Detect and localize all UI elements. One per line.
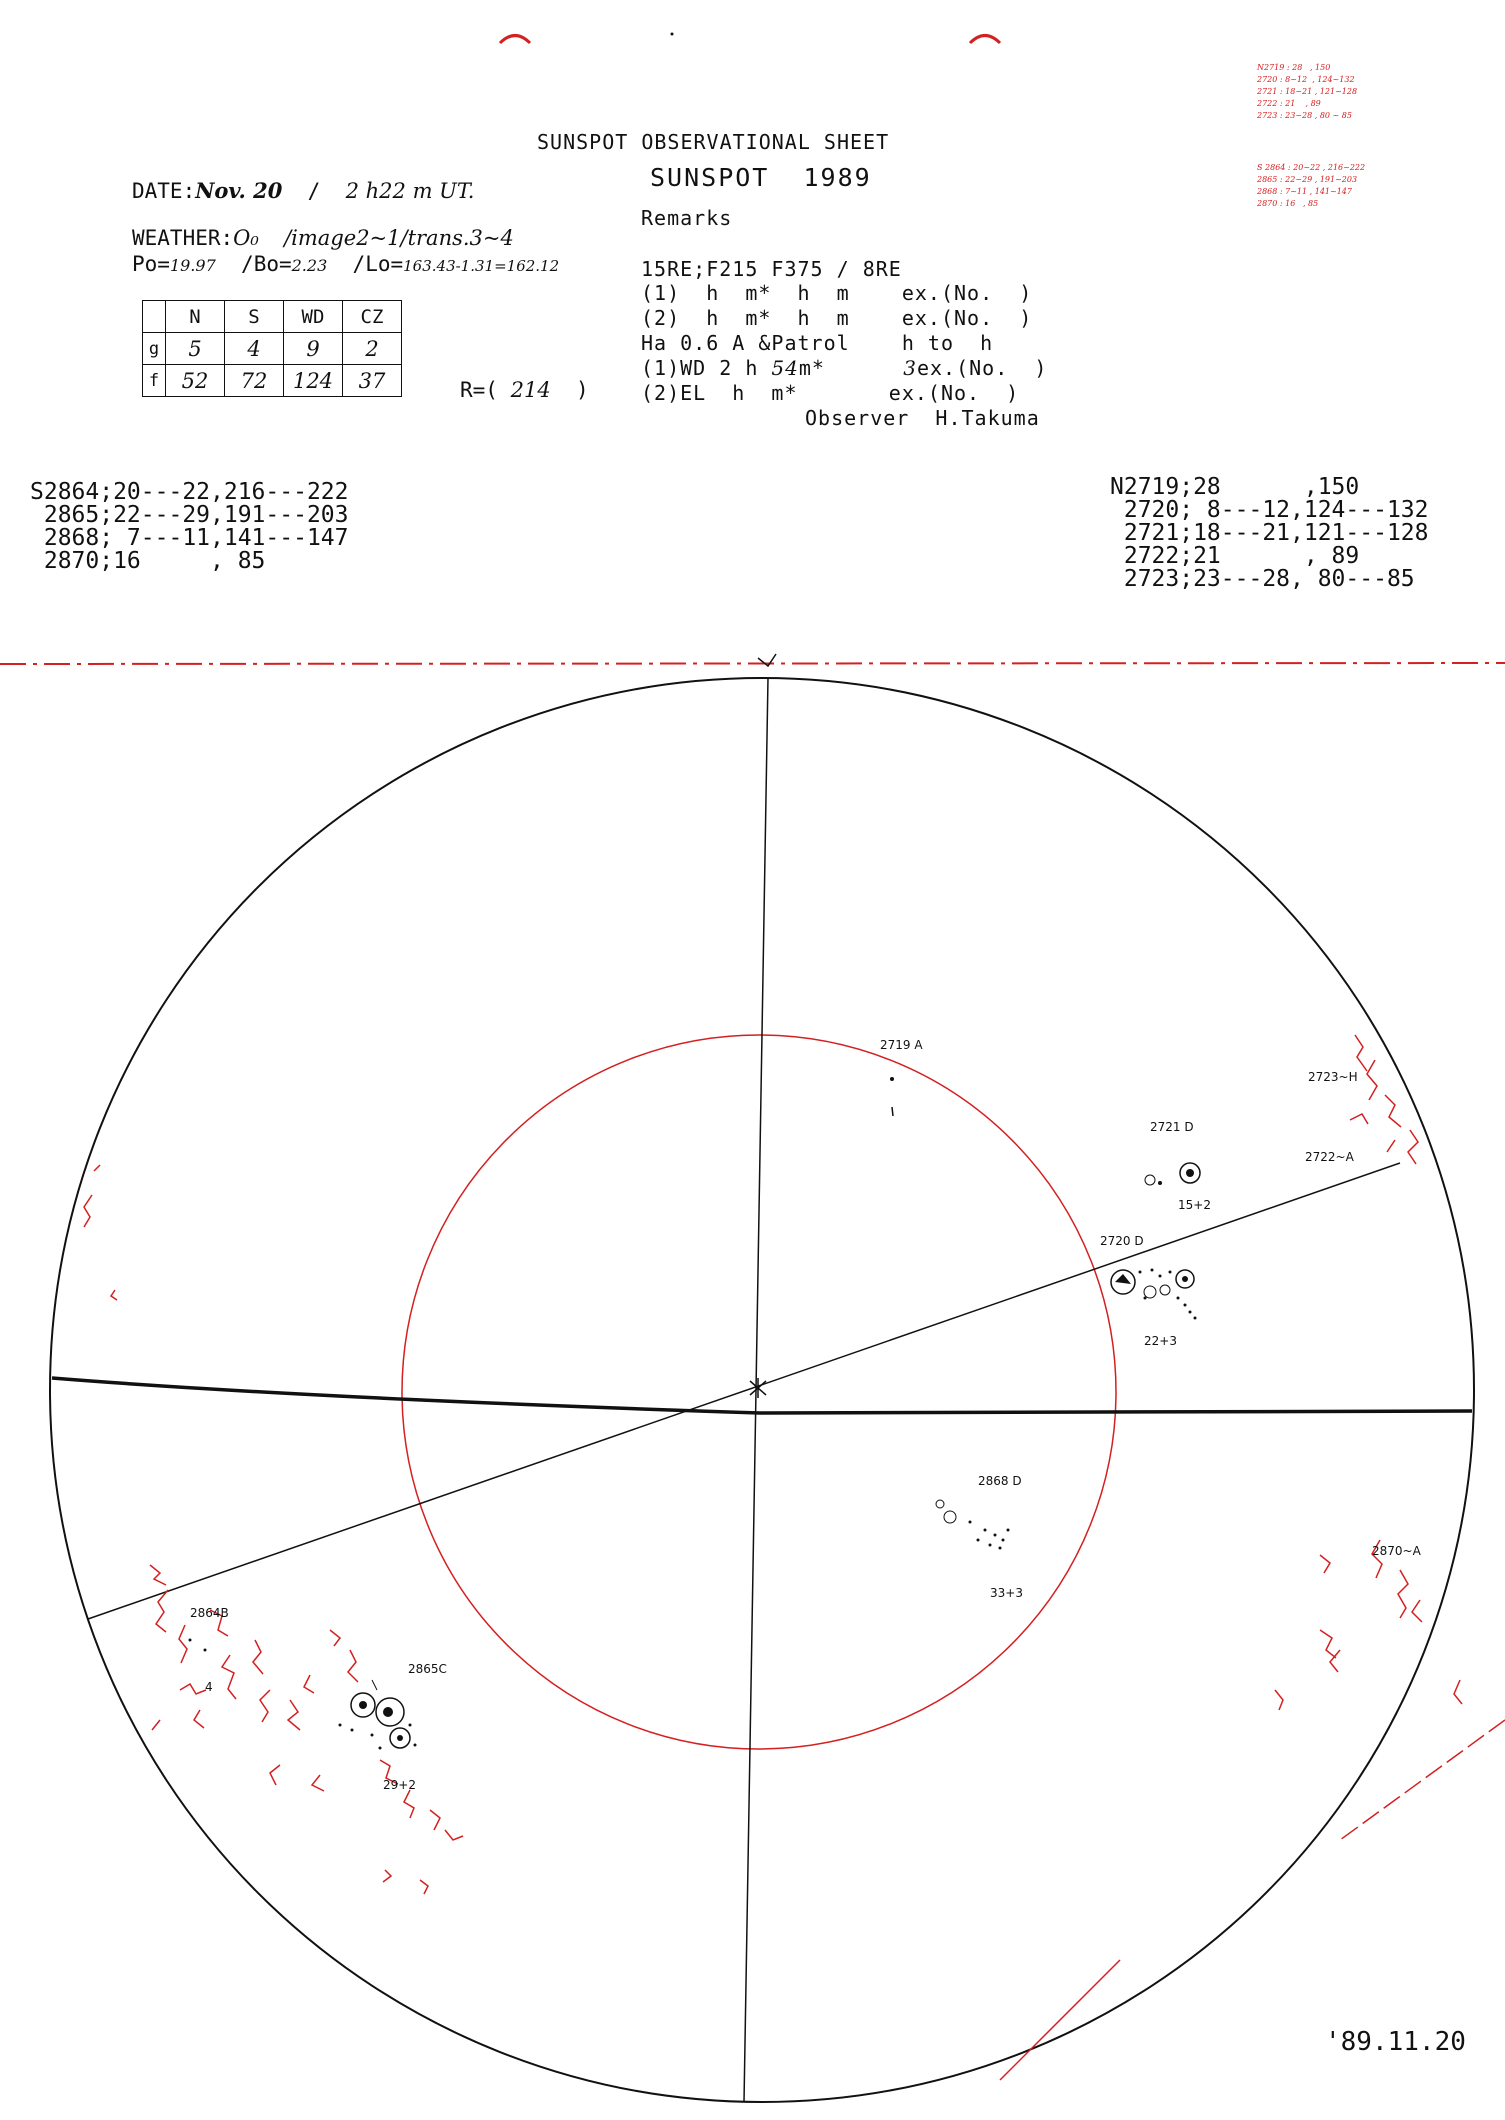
header-n: N [166,301,225,333]
sunspot-2719-mark [892,1107,893,1116]
sunspot-2865-umbrae [339,1701,417,1750]
po-label: Po= [132,252,170,276]
sunspot-2721-small [1145,1175,1155,1185]
list-item: 2868; 7---11,141---147 [30,525,349,551]
punch-mark-right [970,36,1000,44]
cell-f-cz: 37 [343,365,402,397]
corner-note: 2723 : 23~28 , 80 ~ 85 [1257,111,1352,120]
remarks-line-6: (2)EL h m* ex.(No. ) [641,381,1020,405]
wd-minutes: 54 [771,356,799,380]
sunspot-2720-leader-umbra [1115,1274,1131,1284]
faculae-north-east [84,1165,117,1300]
weather-details: /image2~1/trans.3~4 [284,226,514,250]
corner-note: 2721 : 18~21 , 121~128 [1257,87,1358,96]
list-item: N2719;28 ,150 [1110,474,1360,500]
punch-mark-left [500,36,530,44]
row-label-g: g [143,333,166,365]
sunspot-2720-follower-umbra [1182,1276,1188,1282]
label-33-3: 33+3 [990,1586,1023,1600]
corner-note: 2722 : 21 , 89 [1257,99,1321,108]
label-15-2: 15+2 [1178,1198,1211,1212]
date-value: Nov. 20 [195,178,283,203]
bo-label: /Bo= [241,252,292,276]
lo-value: 163.43-1.31=162.12 [403,257,560,275]
sheet-title: SUNSPOT OBSERVATIONAL SHEET [537,130,890,154]
label-2721: 2721 D [1150,1120,1194,1134]
date-stamp: '89.11.20 [1325,2027,1466,2057]
wd-ex-label: ex.(No. ) [916,356,1048,380]
red-diagonal-line [1340,1720,1505,1840]
corner-note: 2870 : 16 , 85 [1257,199,1319,208]
label-22-3: 22+3 [1144,1334,1177,1348]
time-value: 2 h22 m UT. [345,179,475,203]
po-value: 19.97 [169,256,216,275]
remarks-label: Remarks [641,206,733,230]
label-4: 4 [205,1680,213,1694]
cell-g-wd: 9 [284,333,343,365]
label-2720: 2720 D [1100,1234,1144,1248]
list-item: 2723;23---28, 80---85 [1110,566,1415,592]
sunspot-2864 [189,1639,207,1652]
label-29-2: 29+2 [383,1778,416,1792]
sunspot-label: SUNSPOT [650,163,770,192]
date-label: DATE: [132,179,196,203]
sunspot-2865-leader-line [372,1680,377,1690]
row-label-f: f [143,365,166,397]
label-2870: 2870~A [1372,1544,1421,1558]
bo-value: 2.23 [291,256,328,275]
remarks-line-1: 15RE;F215 F375 / 8RE [641,257,902,281]
list-item: 2722;21 , 89 [1110,543,1360,569]
header-s: S [225,301,284,333]
list-item: 2720; 8---12,124---132 [1110,497,1429,523]
label-2722: 2722~A [1305,1150,1354,1164]
cell-g-cz: 2 [343,333,402,365]
header-cz: CZ [343,301,402,333]
faculae-north-west [1350,1035,1418,1164]
cell-f-n: 52 [166,365,225,397]
weather-value: O₀ [233,226,259,250]
red-dashed-separator [0,663,1505,664]
wd-time-prefix: (1)WD 2 h [641,356,772,380]
lo-label: /Lo= [352,252,404,276]
cell-g-s: 4 [225,333,284,365]
year-label: 1989 [803,163,872,192]
label-2868: 2868 D [978,1474,1022,1488]
sunspot-2868-pores [969,1521,1010,1550]
red-diagonal-line-lower [1000,1960,1120,2080]
date-separator: / [307,179,321,203]
cell-f-wd: 124 [284,365,343,397]
list-item: 2870;16 , 85 [30,548,266,574]
label-2723: 2723~H [1308,1070,1358,1084]
center-tick-mark [671,33,674,36]
sunspot-2868 [936,1500,956,1523]
sunspot-2719 [890,1077,894,1081]
corner-note: 2720 : 8~12 , 124~132 [1257,75,1355,84]
list-item: S2864;20---22,216---222 [30,479,349,505]
weather-label: WEATHER: [132,226,234,250]
r-value: 214 [510,378,551,402]
remarks-line-3: (2) h m* h m ex.(No. ) [641,306,1033,330]
label-2719: 2719 A [880,1038,923,1052]
remarks-line-4: Ha 0.6 A &Patrol h to h [641,331,994,355]
label-2865: 2865C [408,1662,447,1676]
sunspot-2721-umbra [1186,1169,1194,1177]
sunspot-2721-dot [1158,1181,1162,1185]
corner-note: 2865 : 22~29 , 191~203 [1257,175,1358,184]
wd-m-star: m* [798,356,825,380]
cell-g-n: 5 [166,333,225,365]
tilted-axis-line [88,1163,1400,1619]
corner-note: N2719 : 28 , 150 [1257,63,1331,72]
observer-line: Observer H.Takuma [805,406,1040,430]
cell-f-s: 72 [225,365,284,397]
corner-note: 2868 : 7~11 , 141~147 [1257,187,1352,196]
corner-note: S 2864 : 20~22 , 216~222 [1257,163,1366,172]
solar-disk-outline [50,678,1474,2102]
sunspot-2720-mid2 [1160,1285,1170,1295]
list-item: 2865;22---29,191---203 [30,502,349,528]
r-label: R=( [460,378,498,402]
header-wd: WD [284,301,343,333]
equator-line [52,1378,1472,1413]
list-item: 2721;18---21,121---128 [1110,520,1429,546]
r-close: ) [575,378,589,402]
wd-ex-count: 3 [903,356,917,380]
remarks-line-2: (1) h m* h m ex.(No. ) [641,281,1033,305]
inner-reference-circle [402,1035,1116,1749]
label-2864: 2864B [190,1606,229,1620]
sunspot-2720-mid [1144,1286,1156,1298]
